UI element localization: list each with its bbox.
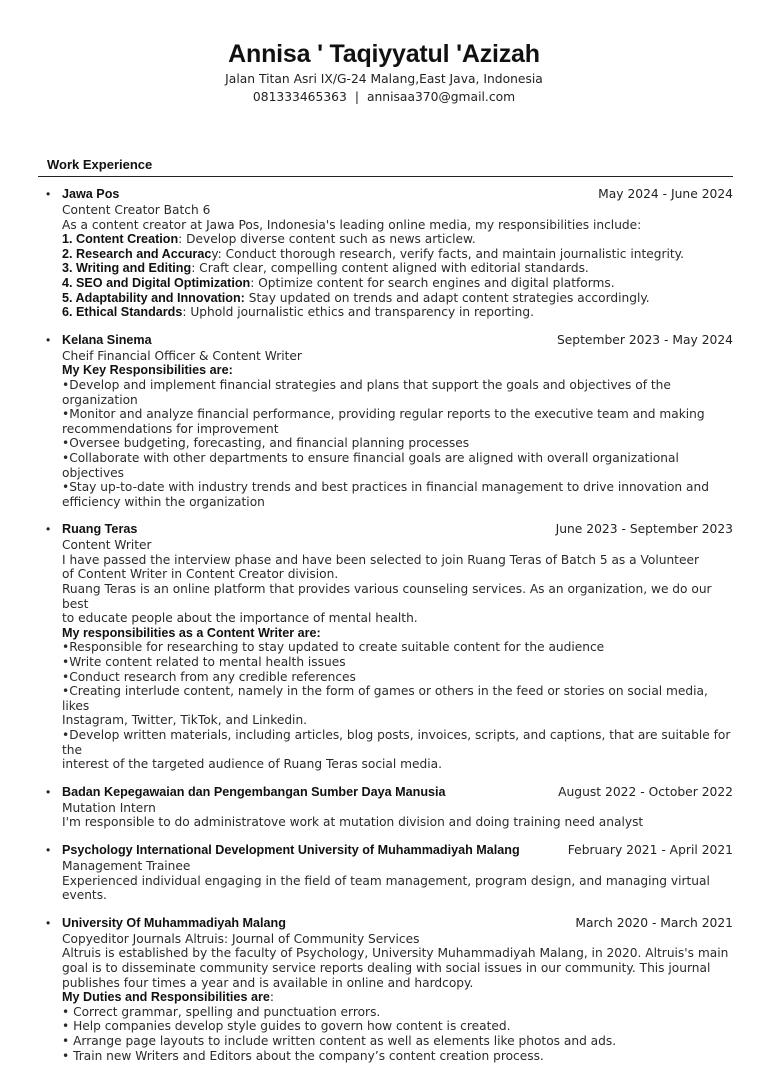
job-role: Mutation Intern: [62, 800, 156, 815]
work-experience-list: [62, 186, 733, 1075]
job-entry-umm: [62, 915, 733, 1063]
responsibility-title: 6. Ethical Standards: [62, 305, 183, 320]
responsibility-title: 3. Writing and Editing: [62, 261, 192, 276]
responsibility-line: •Oversee budgeting, forecasting, and financial planning processes: [62, 436, 470, 451]
job-entry-psychology-international: [62, 842, 733, 903]
section-divider: [38, 176, 733, 177]
job-dates: May 2024 - June 2024: [598, 187, 733, 201]
job-organization: • Kelana Sinema: [62, 332, 152, 347]
responsibilities-heading-line: [62, 990, 733, 1005]
responsibility-text: Stay updated on trends and adapt content strategies accordingly.: [244, 290, 650, 305]
responsibility-line: •Write content related to mental health issues: [62, 655, 346, 670]
responsibility-item: [62, 261, 733, 276]
responsibility-title: 4. SEO and Digital Optimization: [62, 275, 251, 290]
job-dates: August 2022 - October 2022: [558, 784, 733, 799]
job-description-line: of Content Writer in Content Creator division.: [62, 567, 339, 582]
section-title-work-experience: Work Experience: [47, 157, 153, 172]
responsibility-line: efficiency within the organization: [62, 494, 265, 509]
responsibility-line: •Stay up-to-date with industry trends and best practices in financial management to drive innovation and: [62, 480, 709, 495]
responsibility-line: •Collaborate with other departments to ensure financial goals are aligned with overall organizational objectives: [62, 450, 679, 480]
job-description-line: events.: [62, 888, 107, 903]
responsibility-line: • Arrange page layouts to include written content as well as elements like photos and ads.: [62, 1033, 617, 1048]
responsibility-item: [62, 232, 733, 247]
job-organization: • University Of Muhammadiyah Malang: [62, 915, 286, 930]
job-description-line: I have passed the interview phase and have been selected to join Ruang Teras of Batch 5 as a Volunteer: [62, 552, 699, 567]
responsibility-text: y: Conduct thorough research, verify facts, and maintain journalistic integrity.: [211, 246, 684, 261]
job-organization: • Psychology International Development University of Muhammadiyah Malang: [62, 842, 520, 857]
responsibility-line: interest of the targeted audience of Ruang Teras social media.: [62, 757, 442, 772]
responsibility-text: : Develop diverse content such as news articlew.: [178, 232, 476, 247]
candidate-name: Annisa ' Taqiyyatul 'Azizah: [228, 40, 540, 68]
responsibility-line: Instagram, Twitter, TikTok, and Linkedin.: [62, 713, 308, 728]
contact-line: [0, 88, 768, 106]
job-description-line: to educate people about the importance of mental health.: [62, 611, 418, 626]
job-role: Cheif Financial Officer & Content Writer: [62, 348, 302, 363]
job-entry-jawa-pos: [62, 186, 733, 320]
job-entry-ruang-teras: [62, 521, 733, 772]
job-description-line: Altruis is established by the faculty of Psychology, University Muhammadiyah Malang, in 2020. Altruis's main: [62, 946, 729, 961]
responsibility-item: [62, 276, 733, 291]
job-role: Content Writer: [62, 538, 152, 553]
job-dates: February 2021 - April 2021: [567, 842, 733, 857]
responsibility-line: •Monitor and analyze financial performance, providing regular reports to the executive team and making: [62, 407, 705, 422]
phone: 081333465363: [252, 90, 347, 104]
resume-header: [0, 0, 768, 106]
responsibility-item: [62, 291, 733, 306]
job-role: Management Trainee: [62, 858, 191, 873]
responsibility-line: •Responsible for researching to stay updated to create suitable content for the audience: [62, 640, 605, 655]
job-intro: As a content creator at Jawa Pos, Indonesia's leading online media, my responsibilities include:: [62, 217, 642, 232]
address: Jalan Titan Asri IX/G-24 Malang,East Java, Indonesia: [225, 72, 543, 86]
responsibility-line: •Develop and implement financial strategies and plans that support the goals and objectives of the organization: [62, 377, 671, 407]
job-entry-bkpsdm: [62, 784, 733, 830]
email: annisaa370@gmail.com: [366, 90, 516, 104]
job-description-line: publishes four times a year and is available in online and hardcopy.: [62, 975, 474, 990]
responsibility-text: : Optimize content for search engines and digital platforms.: [250, 275, 615, 290]
contact-separator: |: [354, 90, 359, 104]
job-organization: • Jawa Pos: [62, 187, 120, 201]
responsibility-item: [62, 247, 733, 262]
job-description-line: goal is to disseminate community service reports dealing with social issues in our community. This journal: [62, 960, 711, 975]
responsibility-line: •Conduct research from any credible references: [62, 669, 356, 684]
job-entry-kelana-sinema: [62, 332, 733, 510]
job-description-line: Experienced individual engaging in the field of team management, program design, and managing virtual: [62, 873, 710, 888]
responsibility-line: • Help companies develop style guides to govern how content is created.: [62, 1019, 511, 1034]
responsibility-text: : Craft clear, compelling content aligned with editorial standards.: [191, 261, 589, 276]
job-organization: • Badan Kepegawaian dan Pengembangan Sumber Daya Manusia: [62, 784, 446, 799]
responsibility-line: •Develop written materials, including articles, blog posts, invoices, scripts, and captions, that are suitable for the: [62, 728, 731, 757]
responsibilities-heading: My Duties and Responsibilities are: [62, 990, 270, 1005]
responsibility-title: 5. Adaptability and Innovation:: [62, 290, 245, 305]
responsibility-title: 2. Research and Accurac: [62, 246, 212, 261]
job-role: Content Creator Batch 6: [62, 203, 211, 217]
responsibility-item: [62, 305, 733, 320]
responsibility-line: • Correct grammar, spelling and punctuation errors.: [62, 1004, 381, 1019]
job-dates: June 2023 - September 2023: [555, 522, 733, 537]
responsibility-line: •Creating interlude content, namely in the form of games or others in the feed or stories on social media, likes: [62, 684, 708, 713]
responsibility-title: 1. Content Creation: [62, 232, 179, 247]
heading-colon: :: [269, 990, 274, 1005]
job-organization: • Ruang Teras: [62, 522, 138, 537]
responsibility-text: : Uphold journalistic ethics and transparency in reporting.: [182, 305, 534, 320]
job-description-line: I'm responsible to do administratove work at mutation division and doing training need analyst: [62, 815, 644, 830]
responsibility-line: recommendations for improvement: [62, 421, 279, 436]
responsibilities-heading: My responsibilities as a Content Writer are:: [62, 625, 321, 640]
responsibility-line: • Train new Writers and Editors about the company’s content creation process.: [62, 1048, 544, 1063]
job-dates: September 2023 - May 2024: [556, 332, 733, 347]
job-dates: March 2020 - March 2021: [575, 915, 733, 930]
job-description-line: Ruang Teras is an online platform that provides various counseling services. As an organization, we do our best: [62, 582, 712, 611]
job-role: Copyeditor Journals Altruis: Journal of Community Services: [62, 931, 420, 946]
responsibilities-heading: My Key Responsibilities are:: [62, 363, 233, 378]
